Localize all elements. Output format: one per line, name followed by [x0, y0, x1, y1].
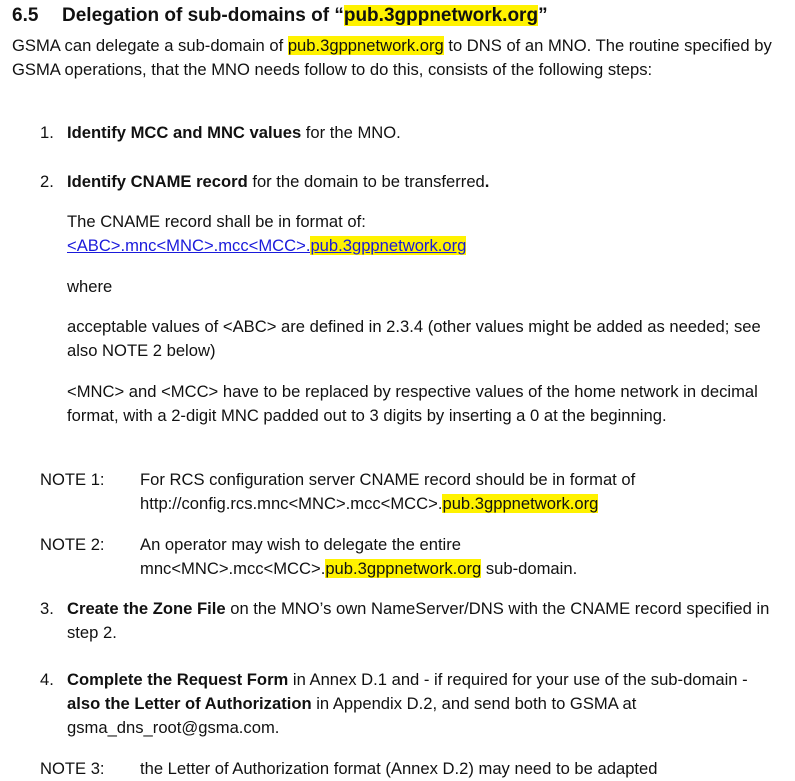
section-title-end: ”: [538, 5, 548, 26]
step-number: 3.: [40, 599, 54, 618]
step-text: in Annex D.1 and - if required for your use of the sub-domain -: [288, 670, 748, 689]
step-1: [40, 121, 780, 145]
intro-domain: pub.3gppnetwork.org: [287, 36, 444, 55]
note-1: [40, 468, 782, 516]
note-text-end: sub-domain.: [481, 559, 578, 578]
note-text: the Letter of Authorization format (Annex D.2) may need to be adapted: [140, 759, 658, 778]
step-number: 2.: [40, 172, 54, 191]
note-label: NOTE 1:: [40, 470, 105, 489]
section-title-domain: pub.3gppnetwork.org: [343, 5, 539, 26]
note-label: NOTE 3:: [40, 759, 105, 778]
step-title: Identify CNAME record: [67, 172, 248, 191]
step-text-2: in Appendix D.2, and send both to GSMA at gsma_dns_root@gsma.com.: [67, 694, 637, 737]
step-text: for the MNO.: [301, 123, 401, 142]
step-text: for the domain to be transferred: [247, 172, 485, 191]
cname-intro: The CNAME record shall be in format of:: [67, 212, 366, 231]
step-text: on the MNO’s own NameServer/DNS with the CNAME record specified in step 2.: [67, 599, 770, 642]
note-label: NOTE 2:: [40, 535, 105, 554]
intro-text-1: GSMA can delegate a sub-domain of: [12, 36, 288, 55]
note-text: An operator may wish to delegate the entire mnc<MNC>.mcc<MCC>.: [140, 535, 462, 578]
mnc-mcc-text: <MNC> and <MCC> have to be replaced by respective values of the home network in decimal format, with a 2-digit MNC padded out to 3 digits by inserting a 0 at the beginning.: [67, 382, 758, 425]
step-title-2: also the Letter of Authorization: [67, 694, 312, 713]
step-3: [40, 597, 780, 645]
step-number: 4.: [40, 670, 54, 689]
note-2: [40, 533, 782, 581]
cname-record-link[interactable]: [67, 234, 782, 258]
cname-format: [67, 210, 782, 258]
note-3: [40, 757, 782, 781]
note-domain: pub.3gppnetwork.org: [442, 494, 599, 513]
where-label: where: [67, 277, 113, 296]
step-title: Complete the Request Form: [67, 670, 289, 689]
intro-paragraph: [12, 34, 782, 82]
note-text: For RCS configuration server CNAME record should be in format of http://config.rcs.mnc<MNC>.mcc<MCC>.: [140, 470, 636, 513]
note-domain: pub.3gppnetwork.org: [325, 559, 482, 578]
intro-text-2: to DNS of an MNO. The routine specified by GSMA operations, that the MNO needs follow to do this, consists of the following steps:: [12, 36, 772, 79]
step-4: [40, 668, 780, 740]
step-title: Identify MCC and MNC values: [67, 123, 302, 142]
section-heading: [12, 4, 548, 28]
step-2: [40, 170, 780, 194]
section-title-start: Delegation of sub-domains of “: [62, 5, 344, 26]
section-number: 6.5: [12, 5, 39, 26]
step-title: Create the Zone File: [67, 599, 226, 618]
cname-link-domain[interactable]: pub.3gppnetwork.org: [310, 236, 467, 255]
abc-values-text: acceptable values of <ABC> are defined in 2.3.4 (other values might be added as needed; see also NOTE 2 below): [67, 317, 761, 360]
cname-link-text[interactable]: <ABC>.mnc<MNC>.mcc<MCC>.: [67, 236, 311, 255]
step-period: .: [484, 172, 490, 191]
step-number: 1.: [40, 123, 54, 142]
